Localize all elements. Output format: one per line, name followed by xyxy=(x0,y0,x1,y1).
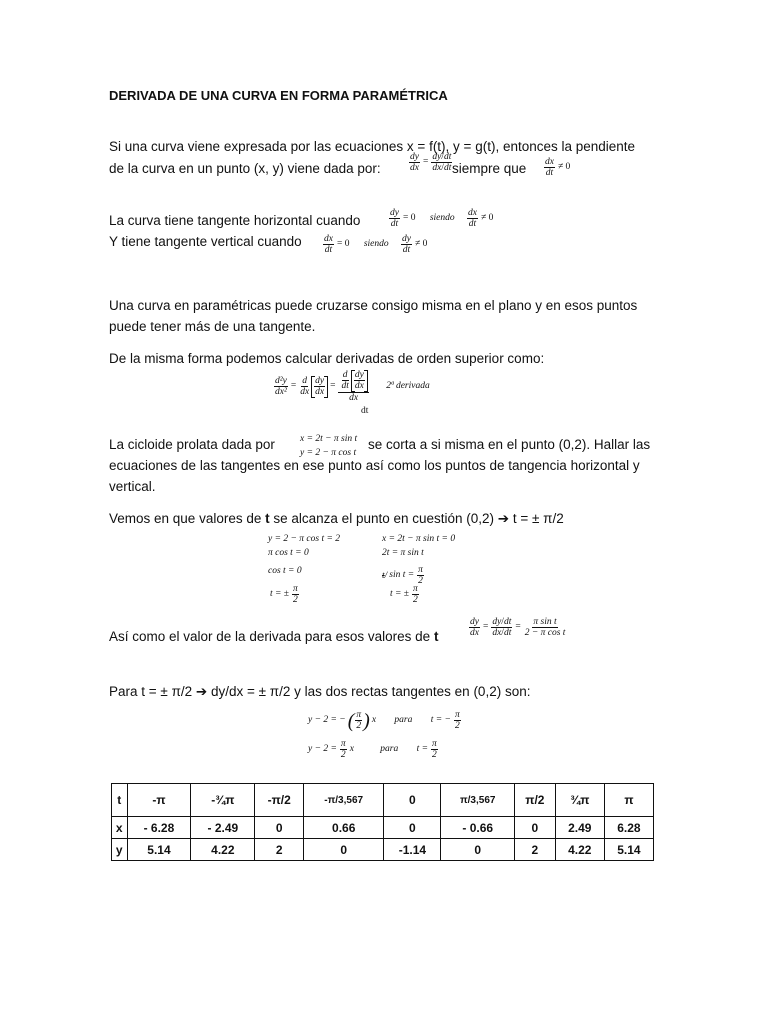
left-step-4: t = ± $\frac{\pi}{2}$ xyxy=(270,584,298,606)
table-cell: - 2.49 xyxy=(191,817,255,839)
table-cell: 2 xyxy=(255,839,304,861)
left-step-2: π cos t = 0 xyxy=(268,548,309,558)
page-title: DERIVADA DE UNA CURVA EN FORMA PARAMÉTRICA xyxy=(109,88,448,103)
paragraph-5-line-1b: se corta a si misma en el punto (0,2). Hallar las xyxy=(368,437,651,452)
paragraph-6: Vemos en que valores de t se alcanza el punto en cuestión (0,2) ➔ t = ± π/2 xyxy=(109,511,564,526)
derivative-formula: $\frac{dy}{dx}$ = $\frac{dy/dt}{dx/dt}$ = $\frac{\text{π sin t}}{\text{2 − π cos t}}$ xyxy=(470,617,566,639)
slope-formula: $\frac{dy}{dx}$ = $\frac{dy/dt}{dx/dt}$ xyxy=(410,152,452,174)
table-cell: 0 xyxy=(384,784,441,817)
left-step-3: cos t = 0 xyxy=(268,566,302,576)
paragraph-5-line-2: ecuaciones de las tangentes en ese punto así como los puntos de tangencia horizontal y xyxy=(109,458,640,473)
condition-formula: $\frac{dx}{dt}$ ≠ 0 xyxy=(545,157,571,179)
table-cell: 2 xyxy=(515,839,556,861)
paragraph-3-line-1: Una curva en paramétricas puede cruzarse consigo misma en el plano y en esos puntos xyxy=(109,298,638,313)
table-cell: 0 xyxy=(255,817,304,839)
second-derivative-formula: $\frac{\text{d²y}}{\text{dx²}}$ = $\frac{d}{dx}$ dy dx = $\frac{d}{dt}$ dy dx dx 2ª derivada xyxy=(275,370,430,403)
table-cell: -1.14 xyxy=(384,839,441,861)
table-cell: 4.22 xyxy=(555,839,604,861)
table-cell: -π/3,567 xyxy=(304,784,384,817)
right-step-4: t = ± $\frac{\pi}{2}$ xyxy=(390,584,418,606)
table-row xyxy=(112,839,654,861)
table-cell: 0.66 xyxy=(304,817,384,839)
table-cell: -π/2 xyxy=(255,784,304,817)
table-cell: 5.14 xyxy=(127,839,191,861)
table-cell: - 6.28 xyxy=(127,817,191,839)
table-cell: 2.49 xyxy=(555,817,604,839)
paragraph-1-line-2: de la curva en un punto (x, y) viene dada por: xyxy=(109,161,381,176)
table-cell: π/2 xyxy=(515,784,556,817)
table-cell: -π xyxy=(127,784,191,817)
table-cell: 4.22 xyxy=(191,839,255,861)
paragraph-5-line-3: vertical. xyxy=(109,479,156,494)
paragraph-7: Así como el valor de la derivada para esos valores de t xyxy=(109,629,439,644)
left-step-1: y = 2 − π cos t = 2 xyxy=(268,534,341,544)
table-cell: 6.28 xyxy=(604,817,653,839)
table-cell: 0 xyxy=(384,817,441,839)
table-cell: - 0.66 xyxy=(441,817,515,839)
table-cell: -¾π xyxy=(191,784,255,817)
tangent-line-1: y − 2 = − ( $\frac{\pi}{2}$ ) x para t = − $\frac{\pi}{2}$ xyxy=(308,709,460,732)
right-step-2: 2t = π sin t xyxy=(382,548,424,558)
table-row xyxy=(112,817,654,839)
table-cell: 0 xyxy=(304,839,384,861)
table-cell: y xyxy=(112,839,128,861)
table-header-row xyxy=(112,784,654,817)
table-cell: 5.14 xyxy=(604,839,653,861)
table-cell: π/3,567 xyxy=(441,784,515,817)
table-cell: t xyxy=(112,784,128,817)
paragraph-2-line-1: La curva tiene tangente horizontal cuando xyxy=(109,213,361,228)
right-step-3: t/ sin t = $\frac{\pi}{2}$ xyxy=(382,565,423,587)
siempre-que-text: siempre que xyxy=(452,161,527,176)
paragraph-5-line-1a: La cicloide prolata dada por xyxy=(109,437,275,452)
paragraph-1-line-1: Si una curva viene expresada por las ecuaciones x = f(t), y = g(t), entonces la pendiente xyxy=(109,139,636,154)
second-derivative-dt: dt xyxy=(361,406,369,416)
values-table xyxy=(111,783,654,861)
cycloid-system: x = 2t − π sin t y = 2 − π cos t xyxy=(300,434,358,458)
paragraph-4: De la misma forma podemos calcular derivadas de orden superior como: xyxy=(109,351,545,366)
table-cell: 0 xyxy=(515,817,556,839)
paragraph-2-line-2: Y tiene tangente vertical cuando xyxy=(109,234,302,249)
table-cell: 0 xyxy=(441,839,515,861)
vertical-tangent-condition: $\frac{dx}{dt}$ = 0 siendo $\frac{dy}{dt}$ ≠ 0 xyxy=(324,234,428,256)
tangent-line-2: y − 2 = $\frac{\pi}{2}$ x para t = $\frac{\pi}{2}$ xyxy=(308,739,437,761)
horizontal-tangent-condition: $\frac{dy}{dt}$ = 0 siendo $\frac{dx}{dt}$ ≠ 0 xyxy=(390,208,494,230)
paragraph-8: Para t = ± π/2 ➔ dy/dx = ± π/2 y las dos rectas tangentes en (0,2) son: xyxy=(109,684,531,699)
right-step-1: x = 2t − π sin t = 0 xyxy=(382,534,456,544)
table-cell: x xyxy=(112,817,128,839)
table-cell: π xyxy=(604,784,653,817)
table-cell: ¾π xyxy=(555,784,604,817)
paragraph-3-line-2: puede tener más de una tangente. xyxy=(109,319,316,334)
